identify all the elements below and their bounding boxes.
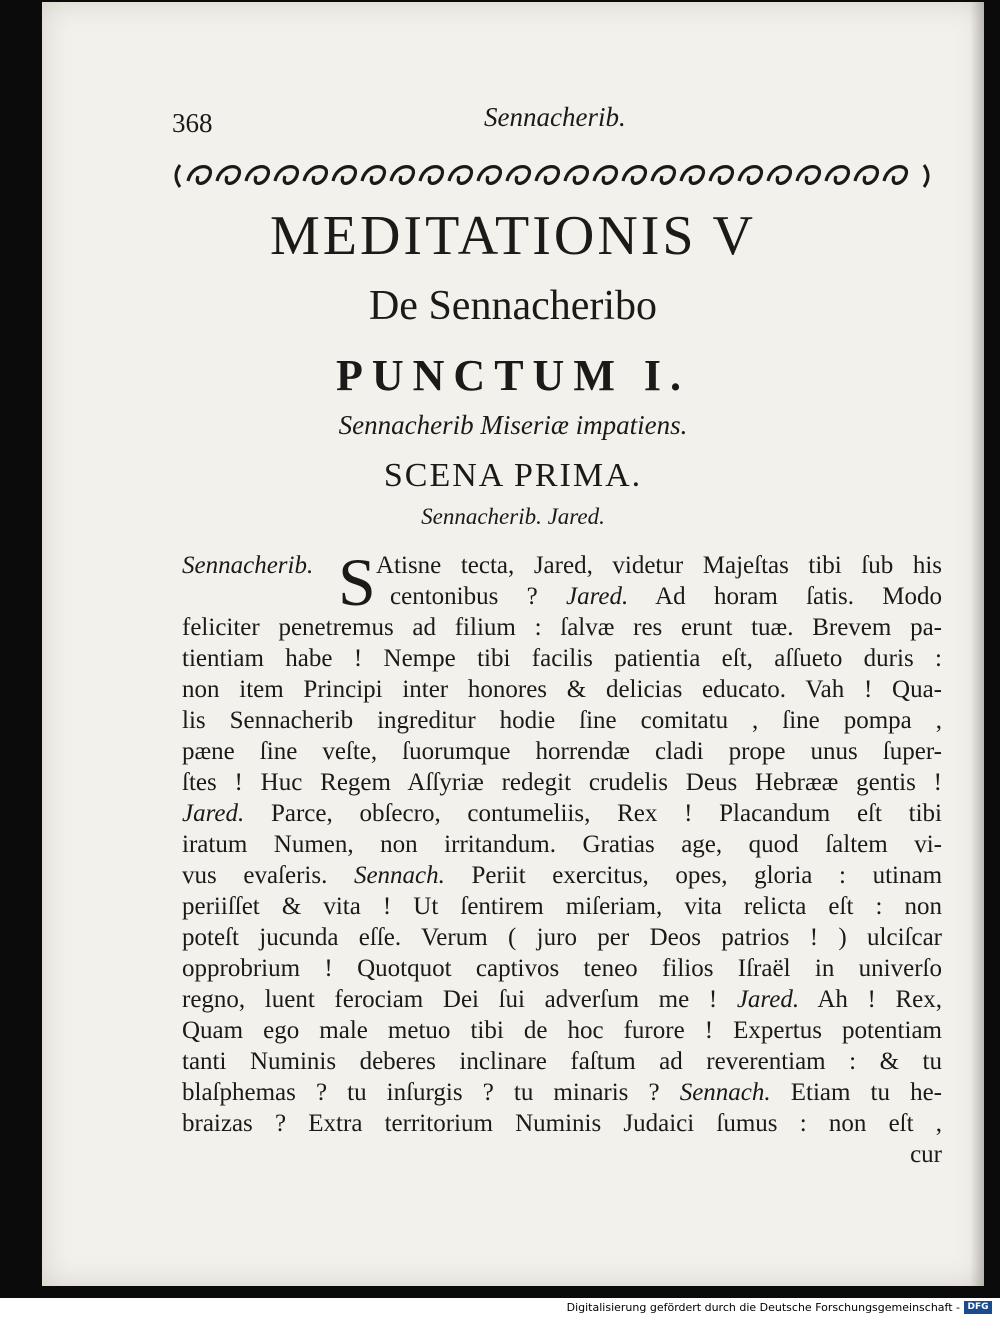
text-line: Jared. Parce, obſecro, contumeliis, Rex ! Placandum eſt tibi — [182, 800, 942, 827]
meditation-subject: De Sennacheribo — [368, 283, 658, 329]
text-line: braizas ? Extra territorium Numinis Judaici ſumus : non eſt , — [182, 1110, 942, 1137]
ornament-loop — [855, 167, 877, 184]
speaker-label: Jared. — [182, 800, 245, 827]
ornamental-border — [172, 159, 932, 193]
speaker-label: Sennach. — [353, 862, 445, 889]
drop-cap: S — [338, 544, 376, 620]
text-line: feliciter penetremus ad filium : ſalvæ res erunt tuæ. Brevem pa- — [182, 614, 942, 641]
funding-credit: Digitalisierung gefördert durch die Deutsche Forschungsgemeinschaft - — [566, 1301, 960, 1314]
catchword: cur — [910, 1141, 942, 1168]
meditation-title: MEDITATIONIS V — [269, 205, 756, 267]
text-line: regno, luent ferociam Dei ſui adverſum me ! Jared. Ah ! Rex, — [182, 986, 943, 1013]
text-line: tientiam habe ! Nempe tibi facilis patientia eſt, aſſueto duris : — [182, 645, 942, 672]
dramatis-personae: Sennacherib. Jared. — [421, 504, 605, 529]
text-line: centonibus ? Jared. Ad horam ſatis. Modo — [390, 583, 943, 610]
ornament-loop — [623, 167, 645, 184]
text-line: vus evaſeris. Sennach. Periit exercitus, opes, gloria : utinam — [182, 862, 943, 889]
ornament-loop — [797, 167, 819, 184]
ornament-loop — [275, 167, 297, 184]
ornament-loop — [217, 167, 239, 184]
speaker-label: Jared. — [565, 583, 629, 610]
ornament-loop — [594, 167, 616, 184]
text-line: poteſt jucunda eſſe. Verum ( juro per Deos patrios ! ) ulciſcar — [182, 924, 942, 951]
text-line: iratum Numen, non irritandum. Gratias age, quod ſaltem vi- — [182, 831, 942, 858]
running-head — [172, 102, 934, 136]
punctum-heading: PUNCTUM I. — [336, 351, 690, 400]
book-page — [42, 2, 984, 1286]
speaker-label: Sennach. — [679, 1079, 771, 1106]
text-line: lis Sennacherib ingreditur hodie ſine comitatu , ſine pompa , — [182, 707, 942, 734]
text-line: ſtes ! Huc Regem Aſſyriæ redegit crudelis Deus Hebrææ gentis ! — [182, 769, 942, 796]
ornament-loop — [449, 167, 471, 184]
dfg-logo: DFG — [964, 1301, 992, 1314]
digitization-footer — [0, 1298, 1000, 1319]
ornament-loop — [768, 167, 790, 184]
text-line: tanti Numinis deberes inclinare faſtum ad reverentiam : & tu — [182, 1048, 942, 1075]
ornament-loop — [246, 167, 268, 184]
ornament-loop — [652, 167, 674, 184]
ornament-loop — [536, 167, 558, 184]
text-line: Quam ego male metuo tibi de hoc furore ! Expertus potentiam — [182, 1017, 942, 1044]
text-line: periiſſet & vita ! Ut ſentirem miſeriam, vita relicta eſt : non — [182, 893, 942, 920]
ornament-loop — [739, 167, 761, 184]
running-title: Sennacherib. — [484, 102, 626, 132]
ornament-loop — [478, 167, 500, 184]
ornament-loop — [333, 167, 355, 184]
ornament-loop — [826, 167, 848, 184]
ornament-loop — [420, 167, 442, 184]
ornament-loop — [681, 167, 703, 184]
ornament-loop — [884, 167, 906, 184]
ornament-loop — [507, 167, 529, 184]
ornament-loop — [304, 167, 326, 184]
text-line: pæne ſine veſte, ſuorumque horrendæ cladi prope unus ſuper- — [182, 738, 942, 765]
page-number: 368 — [172, 108, 213, 138]
scene-heading: SCENA PRIMA. — [383, 457, 643, 494]
text-line: blaſphemas ? tu inſurgis ? tu minaris ? Sennach. Etiam tu he- — [182, 1079, 943, 1106]
ornament-loop — [362, 167, 384, 184]
ornament-loop — [391, 167, 413, 184]
speaker-label: Jared. — [736, 986, 800, 1013]
text-line — [182, 552, 313, 583]
ornament-loop — [188, 167, 210, 184]
speaker-label: Sennacherib. — [182, 552, 314, 579]
text-line: Atisne tecta, Jared, videtur Majeſtas tibi ſub his — [376, 552, 942, 579]
punctum-subtitle: Sennacherib Miseriæ impatiens. — [338, 410, 688, 440]
text-line: non item Principi inter honores & delicias educato. Vah ! Qua- — [182, 676, 942, 703]
ornament-loop — [565, 167, 587, 184]
text-line: opprobrium ! Quotquot captivos teneo filios Iſraël in univerſo — [182, 955, 942, 982]
ornament-loop — [710, 167, 732, 184]
